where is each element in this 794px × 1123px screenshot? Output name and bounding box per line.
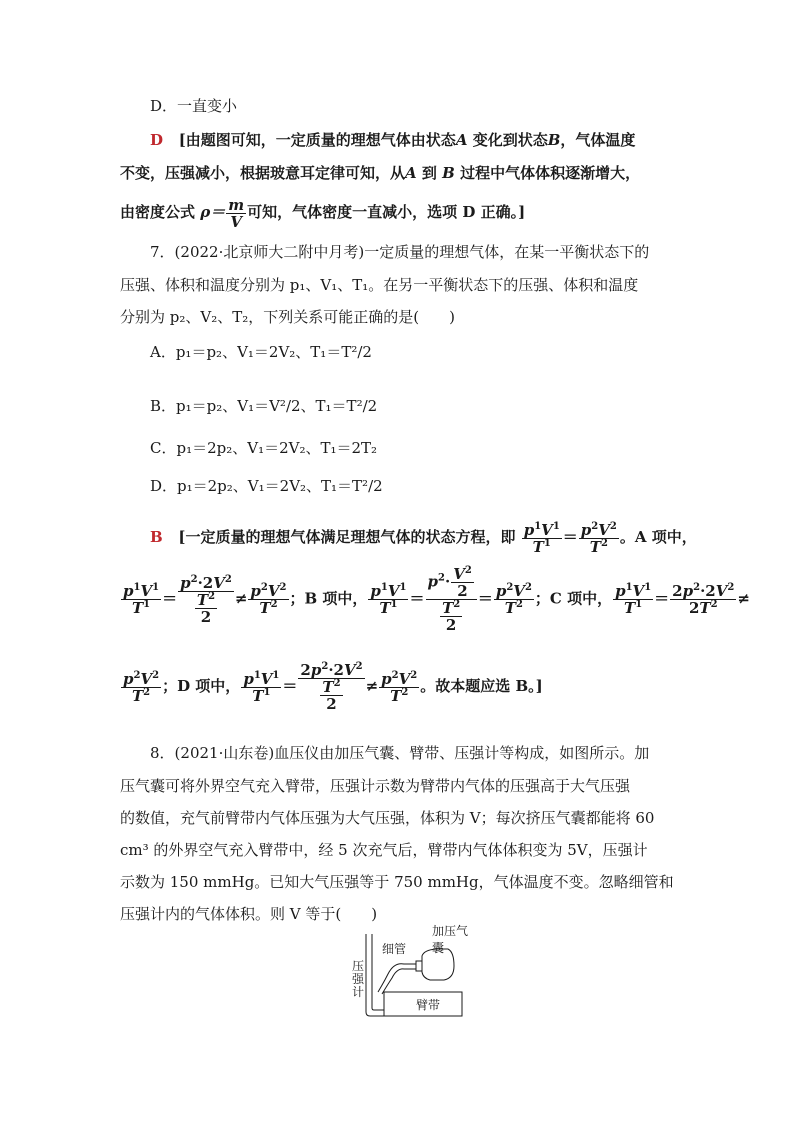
- q6-state-b: B: [547, 131, 561, 149]
- label-gauge: 压强计: [352, 959, 365, 999]
- q8-stem-line-3: 的数值，充气前臂带内气体压强为大气压强，体积为 V；每次挤压气囊都能将 60: [120, 809, 655, 827]
- eq-frac: $\frac{p^1V^1}{T^1}$: [243, 669, 280, 705]
- eq-frac: $\frac{p^2V^2}{T^2}$: [123, 669, 160, 705]
- q6-exp-text: 可知，气体密度一直减小，选项: [247, 203, 458, 221]
- q7-option-c: C．p₁＝2p₂、V₁＝2V₂、T₁＝2T₂: [150, 439, 378, 457]
- q6-exp-text: 过程中气体体积逐渐增大，: [460, 164, 641, 182]
- q7-explanation-line-3: $\frac{p^2V^2}{T^2}$ ；D 项中， $\frac{p^1V^1}{T^1}$ ＝ $\frac{2p^2\cdot 2V^2}{\frac{T^2}{2}}$ ≠ $\frac{p^2V^2}{T^2}$ 。故本题应选 B。]: [123, 661, 543, 713]
- q6-exp-text: 正确。]: [480, 203, 526, 221]
- q7-stem-line-1: 7．(2022·北京师大二附中月考)一定质量的理想气体，在某一平衡状态下的: [150, 243, 650, 261]
- q7-exp-text: ；C 项中，: [534, 589, 613, 608]
- q6-answer-letter: D: [150, 131, 164, 149]
- mass-symbol: m: [228, 195, 245, 214]
- q8-stem-line-4: cm³ 的外界空气充入臂带中，经 5 次充气后，臂带内气体体积变为 5V，压强计: [120, 841, 648, 859]
- rho-symbol: ρ＝: [200, 203, 226, 221]
- blood-pressure-monitor-figure: [344, 922, 474, 1020]
- label-cuff: 臂带: [416, 998, 441, 1012]
- label-tube: 细管: [382, 942, 407, 956]
- q6-state-a: A: [405, 164, 417, 182]
- q8-stem-line-1: 8．(2021·山东卷)血压仪由加压气囊、臂带、压强计等构成，如图所示。加: [150, 744, 650, 762]
- q7-option-b: B．p₁＝p₂、V₁＝V²/2、T₁＝T²/2: [150, 397, 378, 415]
- q6-exp-text: [由题图可知，一定质量的理想气体由状态: [178, 131, 456, 149]
- q7-exp-text: ；D 项中，: [162, 677, 241, 695]
- density-fraction: [226, 197, 246, 230]
- q7-exp-text: ；B 项中，: [289, 589, 368, 608]
- label-pressure-bulb: 加压气囊: [432, 924, 469, 955]
- q7-answer-letter: B: [150, 528, 163, 546]
- q7-stem-line-2: 压强、体积和温度分别为 p₁、V₁、T₁。在另一平衡状态下的压强、体积和温度: [120, 276, 639, 294]
- q7-option-d: D．p₁＝2p₂、V₁＝2V₂、T₁＝T²/2: [150, 477, 383, 495]
- eq-frac: $\frac{p^2\cdot 2V^2}{\frac{T^2}{2}}$: [180, 573, 232, 626]
- q6-exp-text: D: [462, 203, 476, 221]
- q6-exp-text: 由密度公式: [120, 203, 196, 221]
- q6-option-d: D．一直变小: [150, 97, 238, 115]
- q7-option-a: A．p₁＝p₂、V₁＝2V₂、T₁＝T²/2: [150, 343, 372, 361]
- eq-frac: $\frac{p^1V^1}{T^1}$: [370, 582, 407, 617]
- eq-frac: $\frac{p^1V^1}{T^1}$: [615, 582, 652, 617]
- state-equation-lhs: $\frac{p^1V^1}{T^1}$: [523, 520, 560, 556]
- q6-explanation-line-1: [150, 130, 635, 150]
- q6-explanation-line-3: [120, 194, 525, 230]
- eq-frac: $\frac{2p^2\cdot 2V^2}{\frac{T^2}{2}}$: [300, 661, 363, 713]
- q7-exp-text: 。A 项中，: [619, 528, 697, 546]
- q6-exp-text: ，气体温度: [560, 131, 636, 149]
- q7-exp-text: 。故本题应选 B。]: [420, 677, 543, 695]
- q6-exp-text: 不变，压强减小，根据玻意耳定律可知，从: [120, 164, 406, 182]
- eq-frac: $\frac{2p^2\cdot 2V^2}{2T^2}$: [672, 582, 735, 617]
- eq-frac: $\frac{p^2V^2}{T^2}$: [381, 669, 418, 705]
- q6-state-b: B: [442, 164, 455, 182]
- q7-explanation-line-2: $\frac{p^1V^1}{T^1}$ ＝ $\frac{p^2\cdot 2V^2}{\frac{T^2}{2}}$ ≠ $\frac{p^2V^2}{T^2}$ ；B 项中， $\frac{p^1V^1}{T^1}$ ＝ $p^2\cdot$ $\frac{V^2}{2}$ $\frac{T^2}{2}$ ＝ $\frac{p^2V^2}{T^2}$ ；C 项中， $\frac{p^1V^1}{T^1}$ ＝ $\frac{2p^2\cdot 2V^2}{2T^2}$ ≠: [123, 565, 750, 634]
- eq-frac: $p^2\cdot$ $\frac{V^2}{2}$ $\frac{T^2}{2}$: [426, 566, 477, 633]
- q6-explanation-line-2: [120, 163, 640, 183]
- volume-symbol: V: [230, 212, 242, 231]
- q7-explanation-line-1: B [一定质量的理想气体满足理想气体的状态方程，即 $\frac{p^1V^1}{T^1}$ ＝ $\frac{p^2V^2}{T^2}$ 。A 项中，: [150, 520, 697, 556]
- state-equation-rhs: $\frac{p^2V^2}{T^2}$: [580, 520, 617, 556]
- q8-stem-line-5: 示数为 150 mmHg。已知大气压强等于 750 mmHg，气体温度不变。忽略细管和: [120, 873, 674, 891]
- q6-state-a: A: [455, 131, 468, 149]
- q6-exp-text: 变化到状态: [472, 131, 548, 149]
- q8-stem-line-6: 压强计内的气体体积。则 V 等于( ): [120, 905, 378, 923]
- q7-exp-text: [一定质量的理想气体满足理想气体的状态方程，即: [178, 528, 516, 546]
- q6-exp-text: 到: [421, 164, 437, 182]
- q7-stem-line-3: 分别为 p₂、V₂、T₂，下列关系可能正确的是( ): [120, 308, 455, 326]
- eq-frac: $\frac{p^1V^1}{T^1}$: [123, 582, 160, 617]
- q8-stem-line-2: 压气囊可将外界空气充入臂带，压强计示数为臂带内气体的压强高于大气压强: [120, 777, 631, 795]
- eq-frac: $\frac{p^2V^2}{T^2}$: [495, 582, 532, 617]
- eq-frac: $\frac{p^2V^2}{T^2}$: [250, 582, 287, 617]
